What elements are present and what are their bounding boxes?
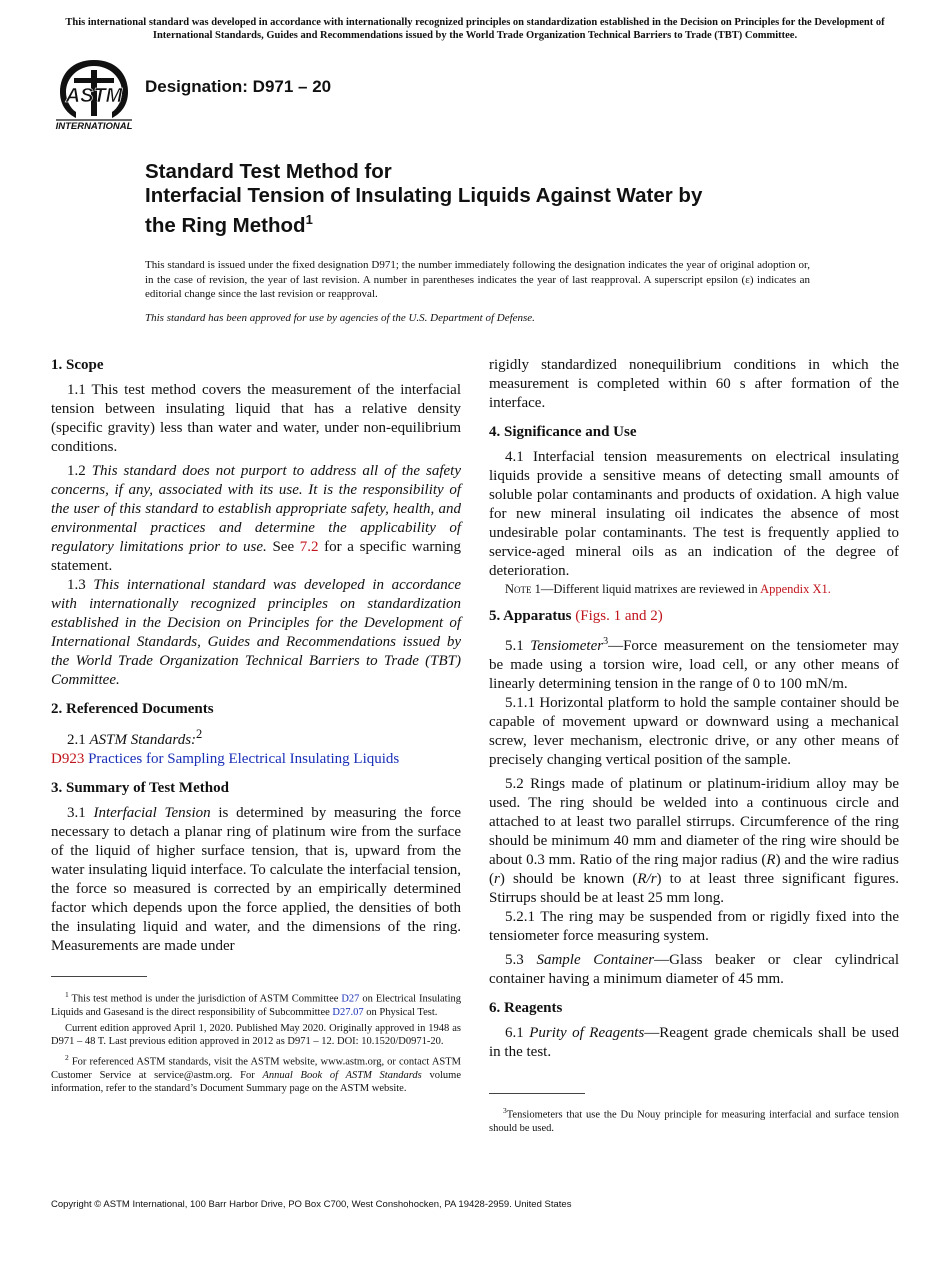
document-title: [145, 160, 845, 238]
footnotes-left: [51, 988, 461, 1098]
footnotes-right: [489, 1104, 899, 1138]
top-notice: This international standard was developed in accordance with internationally recognized principles on standardization established in the Decision on Principles for the Development of International Standards, Guides and Recommendations issued by the World Trade Organization Technical Barriers to Trade (TBT) Committee.: [65, 17, 885, 41]
astm-logo-sub: INTERNATIONAL: [55, 121, 133, 132]
issued-statement: This standard is issued under the fixed designation D971; the number immediately following the designation indicates the year of original adoption or, in the case of revision, the year of last revision. A number in parentheses indicates the year of last reapproval. A superscript epsilon (ε) indicates an editorial change since the last revision or reapproval.: [145, 259, 810, 300]
title-line-2: Interfacial Tension of Insulating Liquids Against Water by: [145, 184, 703, 207]
para-2-1: 2.1 ASTM Standards:$^2$: [67, 727, 203, 748]
para-6-1: 6.1 Purity of Reagents—Reagent grade chemicals shall be used in the test.: [489, 1025, 899, 1060]
d923-title-link[interactable]: Practices for Sampling Electrical Insulating Liquids: [88, 751, 400, 767]
footnote-3: $^3$Tensiometers that use the Du Nouy principle for measuring interfacial and surface tension should be used.: [489, 1106, 899, 1134]
astm-logo: [52, 56, 136, 134]
footnote-rule-right: [489, 1093, 585, 1094]
d27-link[interactable]: D27: [341, 993, 360, 1005]
section-1-heading: 1. Scope: [51, 357, 104, 373]
footnote-1-edition: Current edition approved April 1, 2020. Published May 2020. Originally approved in 1948 as D971 – 48 T. Last previous edition approved in 2012 as D971 – 12. DOI: 10.1520/D0971-20.: [51, 1022, 461, 1047]
section-4-heading: 4. Significance and Use: [489, 424, 637, 440]
section-5-heading: 5. Apparatus (Figs. 1 and 2): [489, 608, 663, 624]
copyright-footer: Copyright © ASTM International, 100 Barr Harbor Drive, PO Box C700, West Conshohocken, PA 19428-2959. United States: [51, 1199, 572, 1210]
para-4-1: 4.1 Interfacial tension measurements on electrical insulating liquids provide a sensitive means of detecting small amounts of soluble polar contaminants and products of oxidation. A high value for new mineral insulating oil indicates the absence of most undesirable polar contaminants. The test is frequently applied to service-aged mineral oils as an indication of the degree of deterioration.: [489, 449, 899, 579]
section-6-heading: 6. Reagents: [489, 1000, 563, 1016]
para-5-1-1: 5.1.1 Horizontal platform to hold the sample container should be capable of movement upward or downward using a mechanical screw, lever mechanism, electronic drive, or any other means of precisely changing vertical position of the sample.: [489, 695, 899, 768]
ref-7-2-link[interactable]: 7.2: [299, 539, 319, 555]
note-1: Note 1—Different liquid matrixes are reviewed in Appendix X1.: [505, 582, 831, 596]
designation: Designation: D971 – 20: [145, 77, 332, 96]
para-1-3: 1.3 This international standard was developed in accordance with internationally recognized principles on standardization established in the Decision on Principles for the Development of International Standards, Guides and Recommendations issued by the World Trade Organization Technical Barriers to Trade (TBT) Committee.: [51, 577, 462, 688]
right-column: [489, 356, 899, 1062]
appendix-x1-link[interactable]: Appendix X1.: [760, 582, 831, 596]
para-3-1: 3.1 Interfacial Tension is determined by measuring the force necessary to detach a planar ring of platinum wire from the surface of the liquid of higher surface tension, that is, upward from the water insulating liquid interface. To calculate the interfacial tension, the force so measured is corrected by an empirically determined factor which depends upon the force applied, the densities of both the insulating liquid and water, and the dimensions of the ring. Measurements are made under: [51, 805, 462, 954]
d923-link[interactable]: D923: [51, 751, 85, 767]
dod-statement: This standard has been approved for use by agencies of the U.S. Department of Defense.: [145, 312, 535, 324]
section-3-heading: 3. Summary of Test Method: [51, 780, 229, 796]
footnote-1: $^1$ This test method is under the jurisdiction of ASTM Committee D27 on Electrical Insulating Liquids and Gasesand is the direct responsibility of Subcommittee D27.07 on Physical Test.: [51, 990, 462, 1018]
section-2-heading: 2. Referenced Documents: [51, 701, 214, 717]
para-5-2-1: 5.2.1 The ring may be suspended from or rigidly fixed into the tensiometer force measuring system.: [489, 909, 899, 944]
title-line-1: Standard Test Method for: [145, 160, 392, 183]
para-5-1: 5.1 Tensiometer$^3$—Force measurement on the tensiometer may be made using a torsion wire, load cell, or any other means of linearly determining tension in the range of 0 to 100 mN/m.: [489, 636, 900, 692]
figs-link[interactable]: (Figs. 1 and 2): [575, 608, 663, 624]
ref-d923: [51, 750, 461, 769]
para-1-2: 1.2 This standard does not purport to address all of the safety concerns, if any, associated with its use. It is the responsibility of the user of this standard to establish appropriate safety, health, and environmental practices and determine the applicability of regulatory limitations prior to use. See 7.2 for a specific warning statement.: [51, 463, 462, 574]
footnote-rule-left: [51, 976, 147, 977]
title-line-3: the Ring Method$^1$: [145, 212, 313, 237]
d2707-link[interactable]: D27.07: [332, 1007, 364, 1018]
para-1-1: 1.1 This test method covers the measurement of the interfacial tension between insulating liquid that has a relative density (specific gravity) less than water and water, under non-equilibrium conditions.: [51, 382, 461, 455]
para-3-1-cont: rigidly standardized nonequilibrium conditions in which the measurement is completed within 60 s after formation of the interface.: [489, 357, 899, 411]
left-column: [51, 356, 461, 956]
astm-logo-text: ASTM: [65, 85, 123, 107]
para-5-3: 5.3 Sample Container—Glass beaker or clear cylindrical container having a minimum diameter of 45 mm.: [489, 952, 900, 987]
footnote-2: $^2$ For referenced ASTM standards, visit the ASTM website, www.astm.org, or contact ASTM Customer Service at service@astm.org. For Annual Book of ASTM Standards volume information, refer to the standard’s Document Summary page on the ASTM website.: [51, 1052, 462, 1094]
para-5-2: 5.2 Rings made of platinum or platinum-iridium alloy may be used. The ring should be welded into a continuous circle and attached to at least two parallel stirrups. Circumference of the ring should be minimum 40 mm and diameter of the ring wire should be about 0.3 mm. Ratio of the ring major radius (R) and the wire radius (r) should be known (R/r) to at least three significant figures. Stirrups should be at least 25 mm long.: [489, 776, 900, 906]
title-footnote-mark[interactable]: 1: [305, 212, 313, 227]
